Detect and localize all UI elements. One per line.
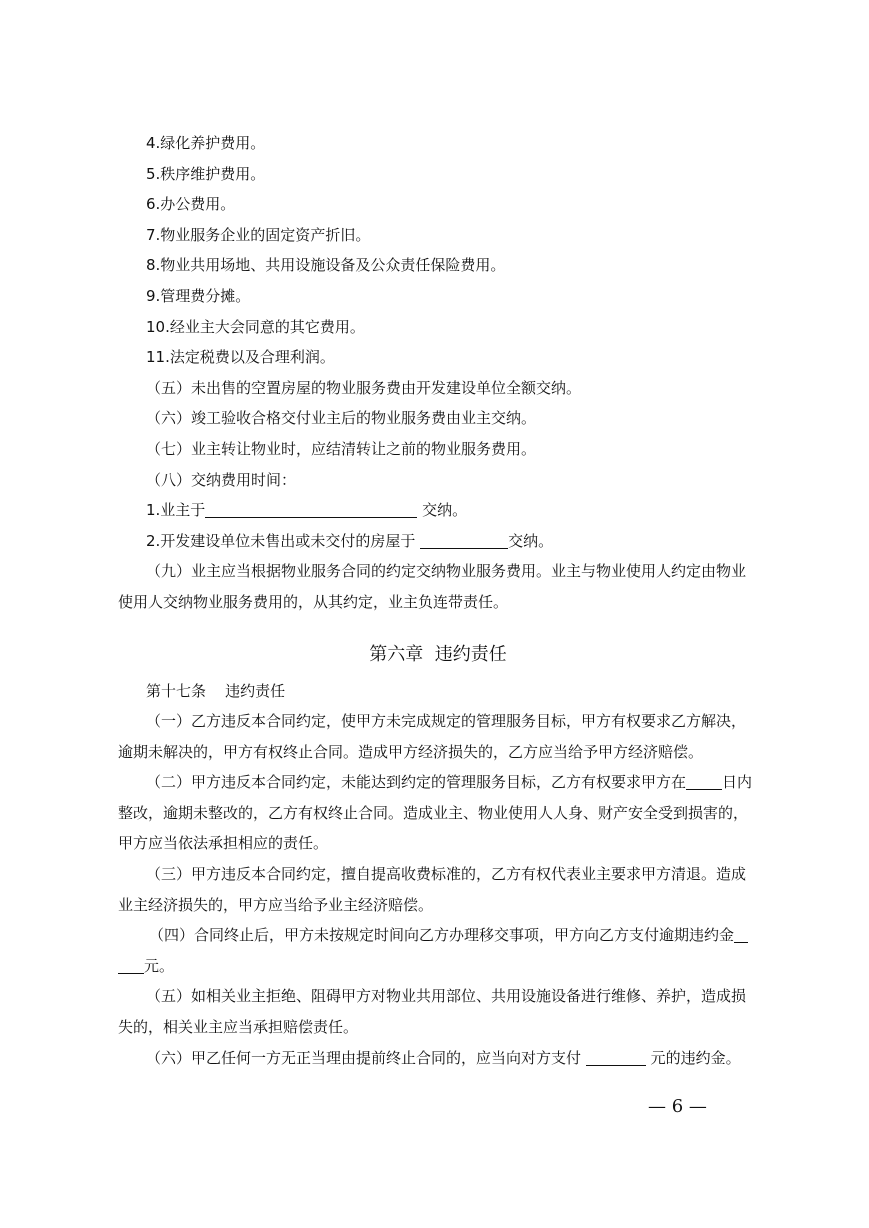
breach-clause-6-text: （六）甲乙任何一方无正当理由提前终止合同的，应当向对方支付 [146,1048,582,1067]
breach-clause-4-suffix: 元。 [144,956,175,975]
breach-clause-2-suffix: 日内 [722,773,753,792]
breach-clause-1-cont: 逾期未解决的，甲方有权终止合同。造成甲方经济损失的，乙方应当给予甲方经济赔偿。 [118,742,704,761]
document-body [118,128,758,1073]
payment-developer-text: 2.开发建设单位未售出或未交付的房屋于 [146,531,416,550]
breach-clause-6 [118,1043,758,1074]
list-item: 5.秩序维护费用。 [146,164,266,183]
fill-blank[interactable] [420,531,508,549]
breach-clause-2-text: （二）甲方违反本合同约定，未能达到约定的管理服务目标，乙方有权要求甲方在 [146,773,687,792]
breach-clause-2-cont: 整改，逾期未整改的，乙方有权终止合同。造成业主、物业使用人人身、财产安全受到损害的， [118,803,749,822]
clause-8: （八）交纳费用时间： [146,470,297,489]
list-item: 7.物业服务企业的固定资产折旧。 [146,225,371,244]
breach-clause-2-cont: 甲方应当依法承担相应的责任。 [118,834,329,853]
payment-owner-text: 1.业主于 [146,501,206,520]
clause-9: （九）业主应当根据物业服务合同的约定交纳物业服务费用。业主与物业使用人约定由物业 [146,562,747,581]
fill-blank[interactable] [205,500,417,518]
breach-clause-4-cont [118,951,758,982]
clause-6: （六）竣工验收合格交付业主后的物业服务费由业主交纳。 [146,409,537,428]
list-item: 11.法定税费以及合理利润。 [146,348,335,367]
list-item: 10.经业主大会同意的其它费用。 [146,317,365,336]
article-title: 第十七条 违约责任 [146,681,286,700]
fill-blank[interactable] [734,925,748,943]
page-number: — 6 — [648,1096,707,1117]
clause-7: （七）业主转让物业时，应结清转让之前的物业服务费用。 [146,439,537,458]
clause-5: （五）未出售的空置房屋的物业服务费由开发建设单位全额交纳。 [146,378,582,397]
fill-blank[interactable] [118,956,144,974]
chapter-title: 第六章 违约责任 [369,643,507,665]
payment-developer-suffix: 交纳。 [508,531,554,550]
list-item: 9.管理费分摊。 [146,286,251,305]
breach-clause-3-cont: 业主经济损失的，甲方应当给予业主经济赔偿。 [118,895,434,914]
breach-clause-4 [118,920,758,951]
breach-clause-6-suffix: 元的违约金。 [650,1048,741,1067]
breach-clause-3: （三）甲方违反本合同约定，擅自提高收费标准的，乙方有权代表业主要求甲方清退。造成 [146,865,747,884]
list-item: 6.办公费用。 [146,195,236,214]
payment-time-owner [118,495,758,526]
breach-clause-1: （一）乙方违反本合同约定，使甲方未完成规定的管理服务目标，甲方有权要求乙方解决， [146,712,747,731]
payment-owner-suffix: 交纳。 [422,501,468,520]
breach-clause-4-text: （四）合同终止后，甲方未按规定时间向乙方办理移交事项，甲方向乙方支付逾期违约金 [149,926,735,945]
breach-clause-2 [118,767,758,798]
fill-blank[interactable] [686,772,722,790]
fill-blank[interactable] [586,1048,646,1066]
list-item: 8.物业共用场地、共用设施设备及公众责任保险费用。 [146,256,506,275]
breach-clause-5: （五）如相关业主拒绝、阻碍甲方对物业共用部位、共用设施设备进行维修、养护，造成损 [146,987,747,1006]
clause-9-cont: 使用人交纳物业服务费用的，从其约定，业主负连带责任。 [118,592,509,611]
breach-clause-5-cont: 失的，相关业主应当承担赔偿责任。 [118,1018,359,1037]
payment-time-developer [118,526,758,557]
list-item: 4.绿化养护费用。 [146,134,266,152]
